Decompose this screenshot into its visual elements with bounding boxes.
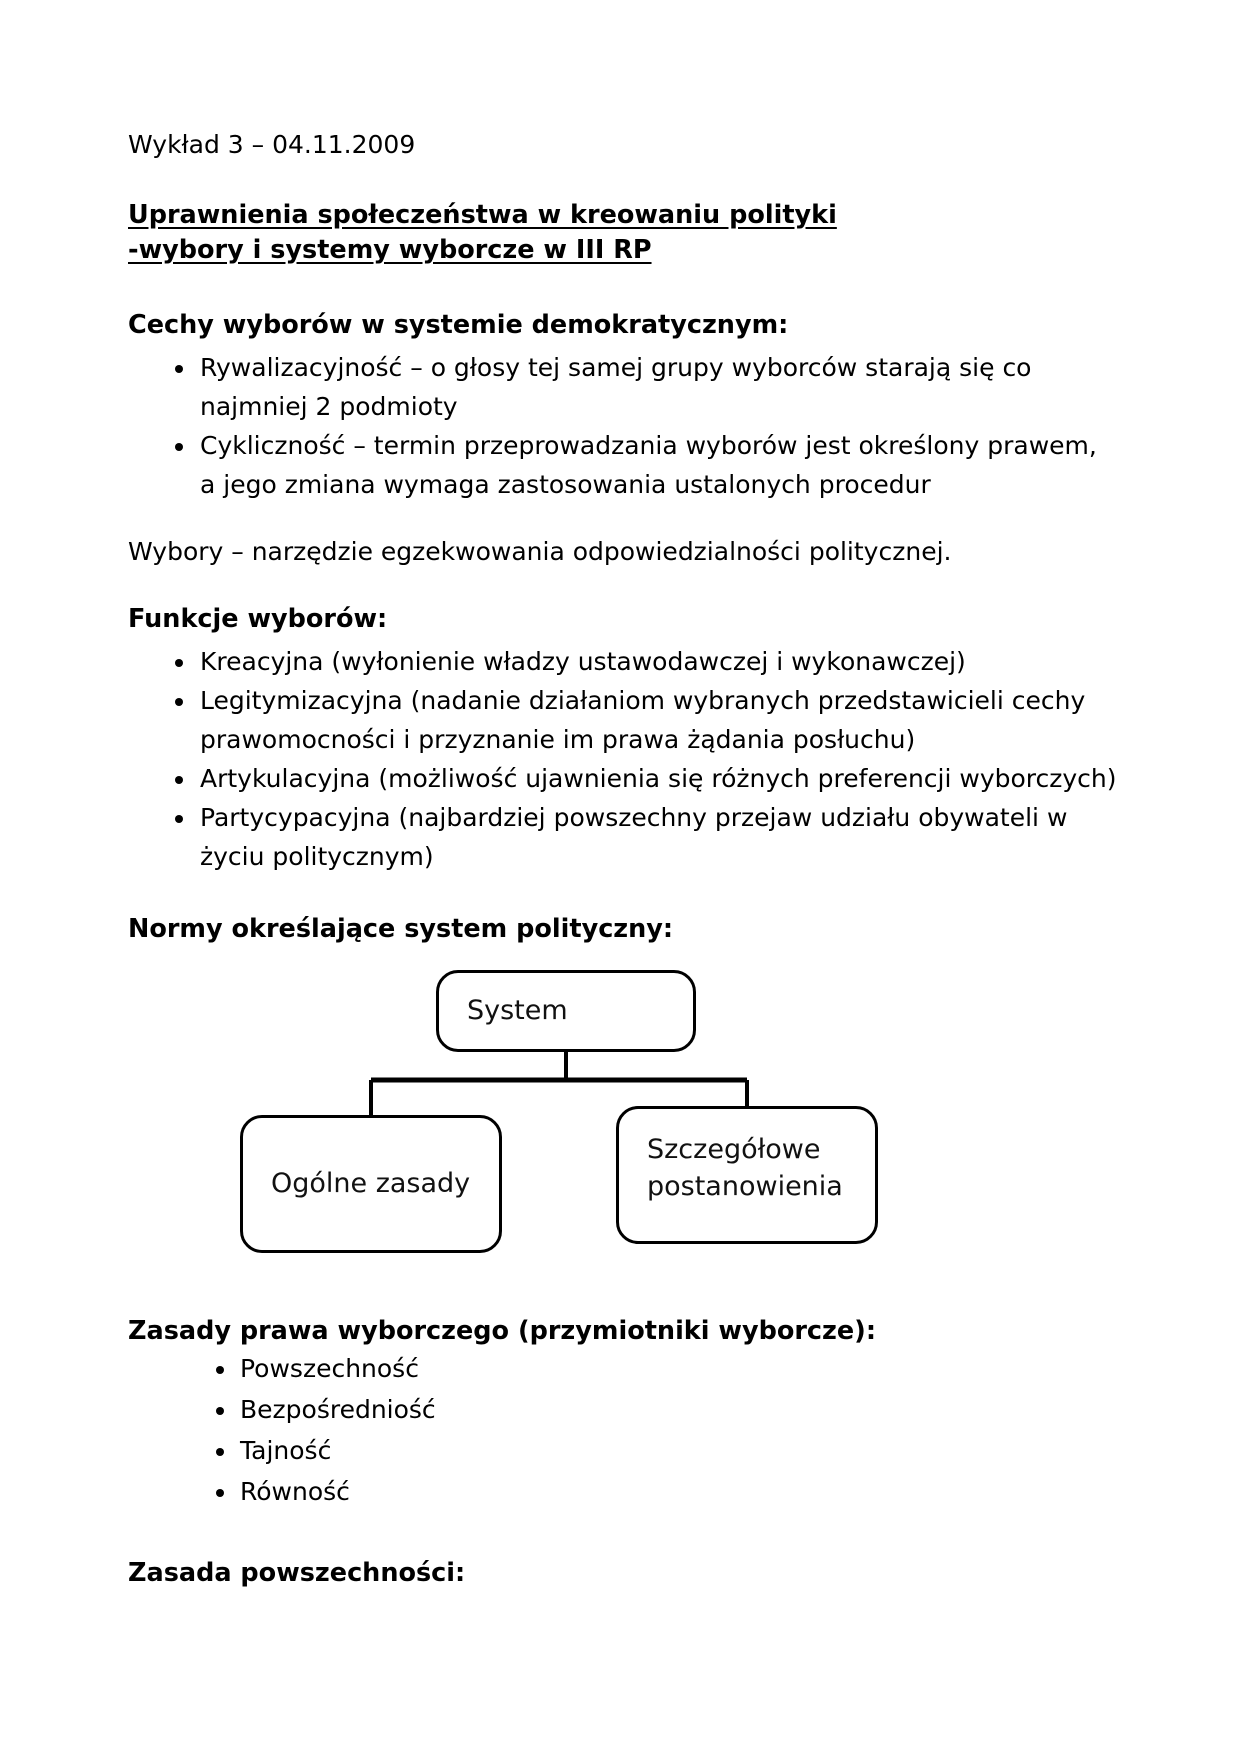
list-zasady-prawa-wyborczego	[128, 1348, 1120, 1512]
list-item: Kreacyjna (wyłonienie władzy ustawodawczej i wykonawczej)	[128, 642, 1120, 681]
list-item: Rywalizacyjność – o głosy tej samej grupy wyborców starają się co najmniej 2 podmioty	[128, 348, 1120, 426]
document-title-line-2: -wybory i systemy wyborcze w III RP	[128, 235, 652, 265]
document-title-line-1: Uprawnienia społeczeństwa w kreowaniu polityki	[128, 200, 837, 230]
diagram-node-ogolne-zasady	[240, 1115, 502, 1253]
heading-zasada-powszechnosci: Zasada powszechności:	[128, 1558, 466, 1588]
heading-normy-system-polityczny: Normy określające system polityczny:	[128, 914, 674, 944]
list-item: Partycypacyjna (najbardziej powszechny przejaw udziału obywateli w życiu politycznym)	[128, 798, 1120, 876]
lecture-meta: Wykład 3 – 04.11.2009	[128, 130, 416, 159]
list-item: Tajność	[128, 1430, 1120, 1471]
list-item: Bezpośredniość	[128, 1389, 1120, 1430]
heading-funkcje-wyborow: Funkcje wyborów:	[128, 604, 388, 634]
list-cechy-wyborow	[128, 348, 1120, 504]
diagram-normy-system	[128, 970, 1120, 1270]
diagram-node-label: System	[467, 995, 568, 1026]
diagram-node-label: Szczegółowe postanowienia	[647, 1134, 843, 1202]
list-item: Artykulacyjna (możliwość ujawnienia się różnych preferencji wyborczych)	[128, 759, 1120, 798]
diagram-node-szczegolowe-postanowienia	[616, 1106, 878, 1244]
list-item: Cykliczność – termin przeprowadzania wyborów jest określony prawem, a jego zmiana wymaga zastosowania ustalonych procedur	[128, 426, 1120, 504]
list-funkcje-wyborow	[128, 642, 1120, 876]
heading-zasady-prawa-wyborczego: Zasady prawa wyborczego (przymiotniki wyborcze):	[128, 1316, 877, 1346]
list-item: Powszechność	[128, 1348, 1120, 1389]
list-item: Równość	[128, 1471, 1120, 1512]
document-title	[128, 198, 1120, 268]
list-item: Legitymizacyjna (nadanie działaniom wybranych przedstawicieli cechy prawomocności i przyznanie im prawa żądania posłuchu)	[128, 681, 1120, 759]
diagram-node-label: Ogólne zasady	[271, 1168, 471, 1199]
paragraph-wybory-narzedzie: Wybory – narzędzie egzekwowania odpowiedzialności politycznej.	[128, 537, 952, 566]
heading-cechy-wyborow: Cechy wyborów w systemie demokratycznym:	[128, 310, 789, 340]
diagram-node-system	[436, 970, 696, 1052]
